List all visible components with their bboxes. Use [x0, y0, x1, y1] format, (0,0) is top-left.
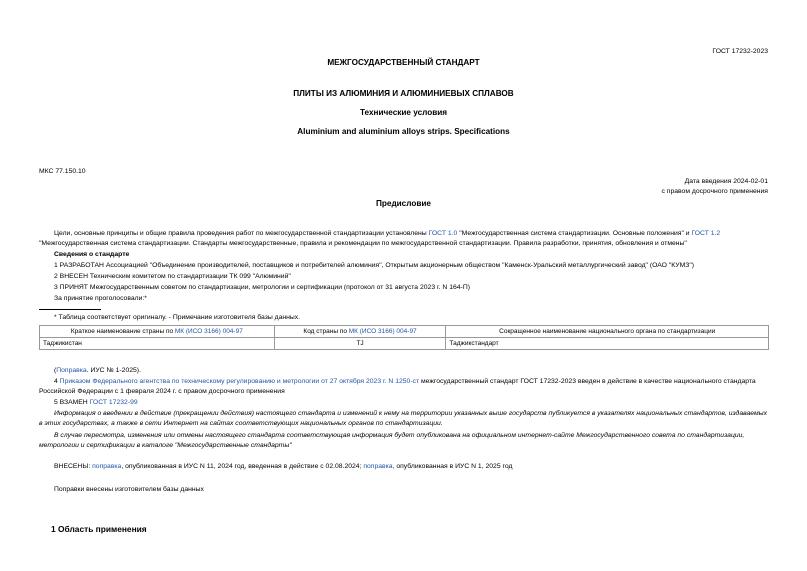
- standard-type-heading: МЕЖГОСУДАРСТВЕННЫЙ СТАНДАРТ: [327, 58, 480, 67]
- item-4-paragraph: 4 Приказом Федерального агентства по техническому регулированию и метрологии от 27 октября 2023 г. N 1250-ст межгосударственный стандарт ГОСТ 17232-2023 введен в действие в качестве национального стандарта Российской Федерации с 1 февраля 2024 г. с правом досрочного применения: [39, 378, 756, 395]
- mks-code: МКС 77.150.10: [39, 168, 86, 175]
- column-header-code: Код страны по МК (ИСО 3166) 004-97: [274, 326, 446, 338]
- amendment-2025-link[interactable]: поправка: [363, 463, 393, 470]
- column-header-body: Сокращенное наименование национального органа по стандартизации: [446, 326, 769, 338]
- early-application-note: с правом досрочного применения: [661, 188, 768, 195]
- gost-1-0-link[interactable]: ГОСТ 1.0: [428, 230, 458, 237]
- order-link[interactable]: Приказом Федерального агентства по техническому регулированию и метрологии от 27 октября 2023 г. N 1250-ст: [59, 378, 420, 385]
- amendment-note: (Поправка. ИУС № 1-2025).: [54, 367, 141, 374]
- gost-1-2-link[interactable]: ГОСТ 1.2: [691, 230, 721, 237]
- english-title: Aluminium and aluminium alloys strips. Specifications: [297, 127, 510, 136]
- foreword-paragraph: Цели, основные принципы и общие правила проведения работ по межгосударственной стандартизации установлены ГОСТ 1.0 "Межгосударственная система стандартизации. Основные положения" и ГОСТ 1.2 "Межгосударственная система стандартизации. Стандарты межгосударственные, правила и рекомендации по межгосударственной стандартизации. Правила разработки, принятия, обновления и отмены": [39, 230, 721, 247]
- table-row: [40, 338, 769, 350]
- document-title: ПЛИТЫ ИЗ АЛЮМИНИЯ И АЛЮМИНИЕВЫХ СПЛАВОВ: [293, 89, 514, 98]
- footnote-divider: [39, 309, 101, 310]
- table-header-row: [40, 326, 769, 338]
- country-code-cell: TJ: [274, 338, 446, 350]
- column-header-country: Краткое наименование страны по МК (ИСО 3166) 004-97: [40, 326, 275, 338]
- info-paragraph: Информация о введении в действие (прекращении действия) настоящего стандарта и изменений к нему на территории указанных выше государств публикуется в указателях национальных стандартов, издаваемых в этих государствах, а также в сети Интернет на сайтах соответствующих национальных органов по стандартизации.: [39, 410, 768, 427]
- corrections-note: Поправки внесены изготовителем базы данных: [54, 486, 204, 493]
- gost-17232-99-link[interactable]: ГОСТ 17232-99: [89, 399, 138, 406]
- mk-iso-link-1[interactable]: МК (ИСО 3166) 004-97: [174, 328, 243, 335]
- table-footnote: * Таблица соответствует оригиналу. - Примечание изготовителя базы данных.: [54, 314, 301, 321]
- amendments-made-line: ВНЕСЕНЫ: поправка, опубликованная в ИУС N 11, 2024 год, введенная в действие с 02.08.2024; поправка, опубликованная в ИУС N 1, 2025 год: [54, 463, 513, 470]
- foreword-heading: Предисловие: [376, 199, 431, 208]
- document-subtitle: Технические условия: [359, 108, 448, 117]
- amendment-link[interactable]: Поправка: [56, 367, 87, 374]
- section-1-heading: 1 Область применения: [51, 524, 147, 534]
- developed-by-item: 1 РАЗРАБОТАН Ассоциацией "Объединение производителей, поставщиков и потребителей алюминия", Открытым акционерным обществом "Каменск-Уральский металлургический завод" (ОАО "КУМЗ"): [54, 262, 695, 269]
- document-code: ГОСТ 17232-2023: [712, 48, 768, 55]
- country-cell: Таджикистан: [40, 338, 275, 350]
- intro-date: Дата введения 2024-02-01: [684, 178, 768, 185]
- countries-table: [39, 325, 769, 350]
- voted-label: За принятие проголосовали:*: [54, 295, 147, 302]
- item-5: 5 ВЗАМЕН ГОСТ 17232-99: [54, 399, 138, 406]
- mk-iso-link-2[interactable]: МК (ИСО 3166) 004-97: [348, 328, 417, 335]
- standards-body-cell: Таджикстандарт: [446, 338, 769, 350]
- amendment-2024-link[interactable]: поправка: [92, 463, 122, 470]
- adopted-by-item: 3 ПРИНЯТ Межгосударственным советом по стандартизации, метрологии и сертификации (протокол от 31 августа 2023 г. N 164-П): [54, 284, 470, 291]
- revision-paragraph: В случае пересмотра, изменения или отмены настоящего стандарта соответствующая информация будет опубликована на официальном интернет-сайте Межгосударственного совета по стандартизации, метрологии и сертификации в каталоге "Межгосударственные стандарты": [39, 432, 745, 449]
- standard-info-heading: Сведения о стандарте: [54, 251, 130, 258]
- submitted-by-item: 2 ВНЕСЕН Техническим комитетом по стандартизации ТК 099 "Алюминий": [54, 273, 291, 280]
